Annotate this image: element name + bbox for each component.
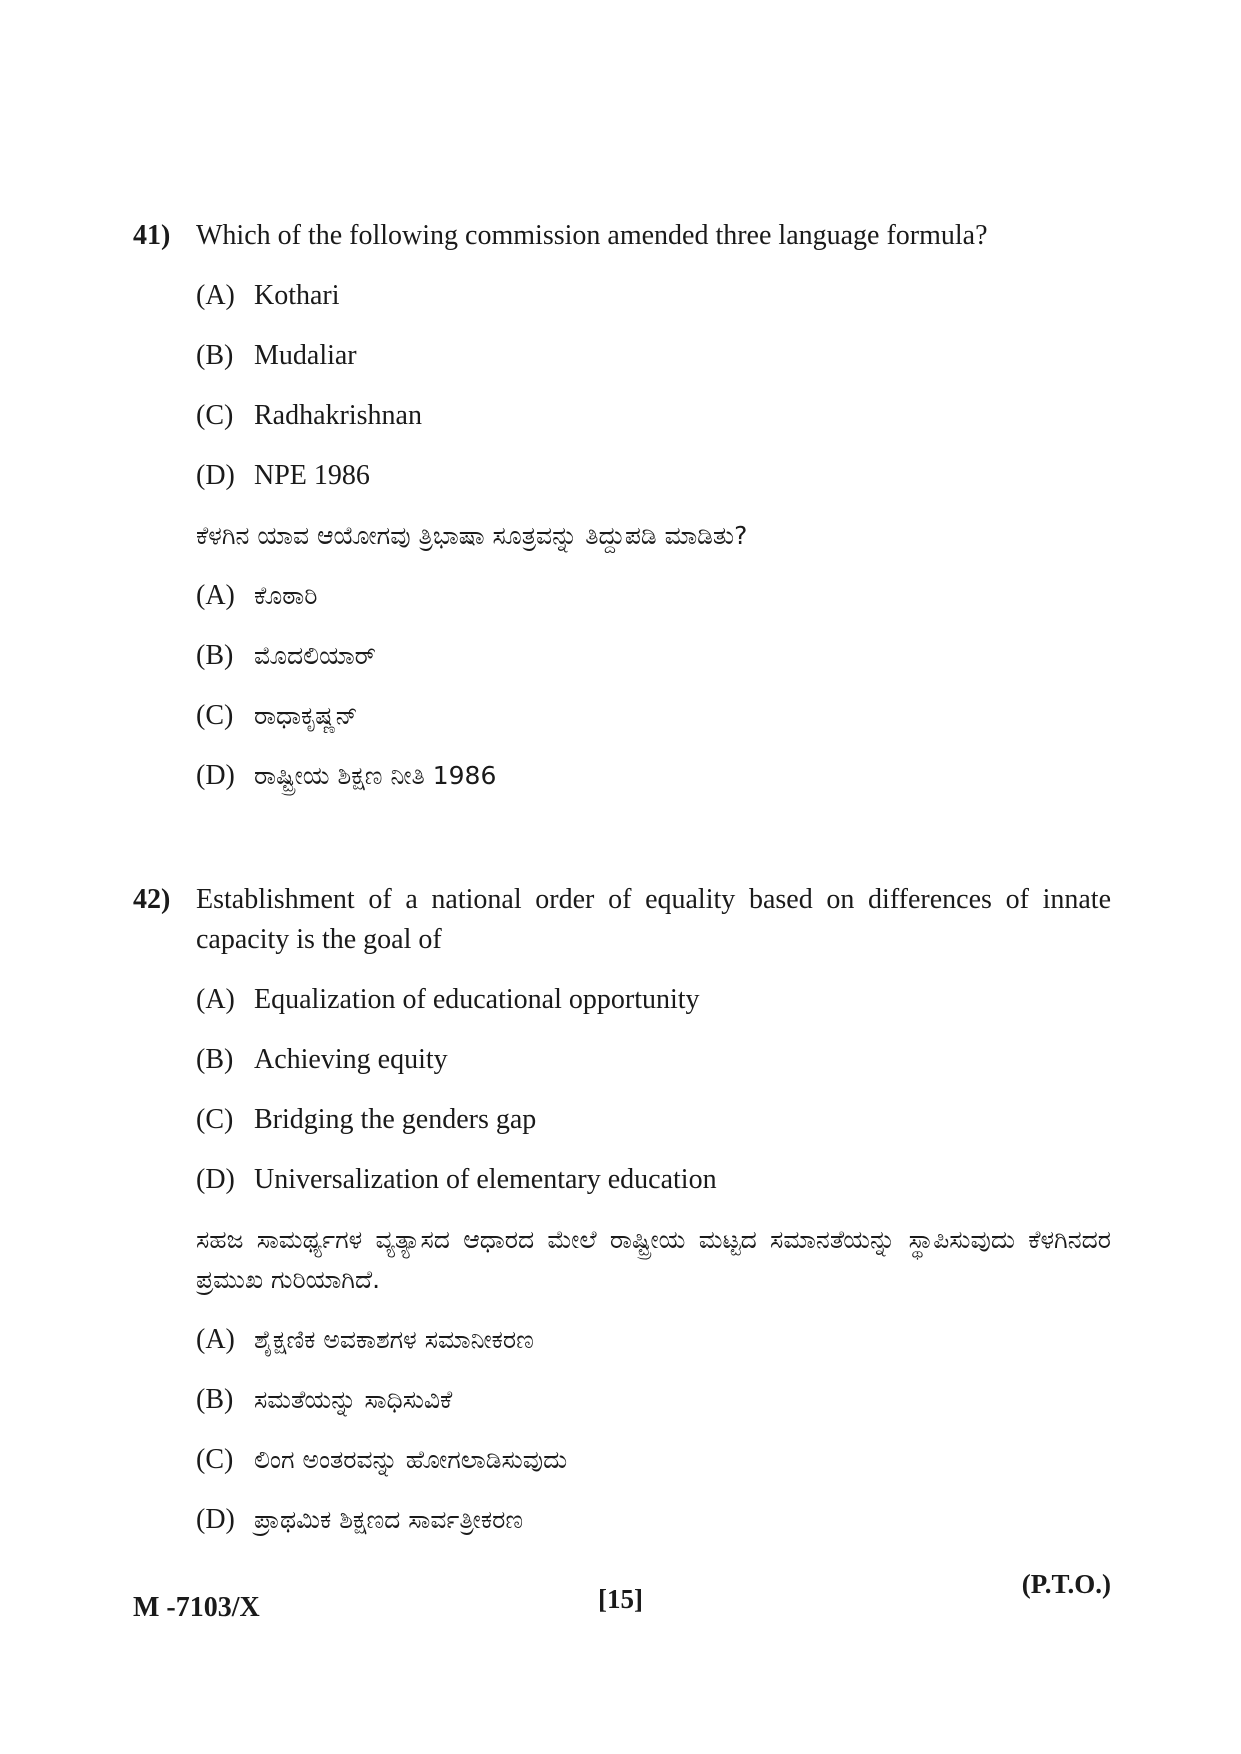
kannada-option-b bbox=[196, 636, 376, 676]
option-label: (D) bbox=[196, 760, 235, 791]
pto-note: (P.T.O.) bbox=[1021, 1569, 1111, 1599]
kannada-question-text: ಸಹಜ ಸಾಮರ್ಥ್ಯಗಳ ವ್ಯತ್ಯಾಸದ ಆಧಾರದ ಮೇಲೆ ರಾಷ್ಟ್ರೀಯ ಮಟ್ಟದ ಸಮಾನತೆಯನ್ನು ಸ್ಥಾಪಿಸುವುದು ಕೆಳಗಿನದರ ಪ್ರಮುಖ ಗುರಿಯಾಗಿದೆ. bbox=[196, 1225, 1111, 1294]
option-label: (A) bbox=[196, 1324, 235, 1355]
option-text: ಲಿಂಗ ಅಂತರವನ್ನು ಹೋಗಲಾಡಿಸುವುದು bbox=[254, 1445, 568, 1474]
kannada-option-d bbox=[196, 756, 496, 796]
option-text: ಪ್ರಾಥಮಿಕ ಶಿಕ್ಷಣದ ಸಾರ್ವತ್ರೀಕರಣ bbox=[254, 1505, 524, 1534]
option-text: Achieving equity bbox=[254, 1044, 448, 1075]
page-number: [15] bbox=[598, 1584, 643, 1614]
option-c bbox=[196, 396, 422, 436]
question-number: 42) bbox=[133, 884, 171, 915]
option-text: NPE 1986 bbox=[254, 460, 370, 491]
kannada-option-b bbox=[196, 1380, 452, 1420]
option-text: Radhakrishnan bbox=[254, 400, 422, 431]
option-label: (B) bbox=[196, 640, 234, 671]
option-d bbox=[196, 456, 370, 496]
option-label: (C) bbox=[196, 1444, 234, 1475]
option-label: (C) bbox=[196, 700, 234, 731]
option-label: (C) bbox=[196, 1104, 234, 1135]
option-text: ಕೊಠಾರಿ bbox=[254, 581, 318, 610]
kannada-option-c bbox=[196, 696, 358, 736]
option-text: Equalization of educational opportunity bbox=[254, 984, 700, 1015]
option-label: (D) bbox=[196, 1504, 235, 1535]
kannada-question-text: ಕೆಳಗಿನ ಯಾವ ಆಯೋಗವು ತ್ರಿಭಾಷಾ ಸೂತ್ರವನ್ನು ತಿದ್ದುಪಡಿ ಮಾಡಿತು? bbox=[196, 521, 748, 550]
kannada-option-d bbox=[196, 1500, 523, 1540]
paper-code: M -7103/X bbox=[133, 1592, 260, 1623]
option-text: ರಾಧಾಕೃಷ್ಣನ್ bbox=[254, 701, 358, 730]
option-label: (D) bbox=[196, 460, 235, 491]
question-text: Establishment of a national order of equality based on differences of innate capacity is the goal of bbox=[196, 884, 1111, 955]
kannada-option-c bbox=[196, 1440, 567, 1480]
question-text: Which of the following commission amended three language formula? bbox=[196, 220, 988, 251]
option-label: (C) bbox=[196, 400, 234, 431]
option-d bbox=[196, 1160, 717, 1200]
option-text: ಸಮತೆಯನ್ನು ಸಾಧಿಸುವಿಕೆ bbox=[254, 1385, 453, 1414]
option-a bbox=[196, 276, 340, 316]
option-c bbox=[196, 1100, 536, 1140]
option-text: Mudaliar bbox=[254, 340, 357, 371]
kannada-option-a bbox=[196, 576, 317, 616]
option-text: ಮೊದಲಿಯಾರ್ bbox=[254, 641, 377, 670]
option-label: (B) bbox=[196, 340, 234, 371]
option-label: (A) bbox=[196, 280, 235, 311]
option-label: (A) bbox=[196, 580, 235, 611]
option-label: (B) bbox=[196, 1384, 234, 1415]
option-text: Kothari bbox=[254, 280, 340, 311]
option-a bbox=[196, 980, 700, 1020]
option-text: ಶೈಕ್ಷಣಿಕ ಅವಕಾಶಗಳ ಸಮಾನೀಕರಣ bbox=[254, 1325, 534, 1354]
option-text: Universalization of elementary education bbox=[254, 1164, 717, 1195]
option-label: (B) bbox=[196, 1044, 234, 1075]
option-label: (D) bbox=[196, 1164, 235, 1195]
option-text: ರಾಷ್ಟ್ರೀಯ ಶಿಕ್ಷಣ ನೀತಿ 1986 bbox=[254, 761, 497, 790]
kannada-option-a bbox=[196, 1320, 534, 1360]
option-text: Bridging the genders gap bbox=[254, 1104, 537, 1135]
option-b bbox=[196, 1040, 448, 1080]
option-label: (A) bbox=[196, 984, 235, 1015]
option-b bbox=[196, 336, 357, 376]
question-number: 41) bbox=[133, 220, 171, 251]
